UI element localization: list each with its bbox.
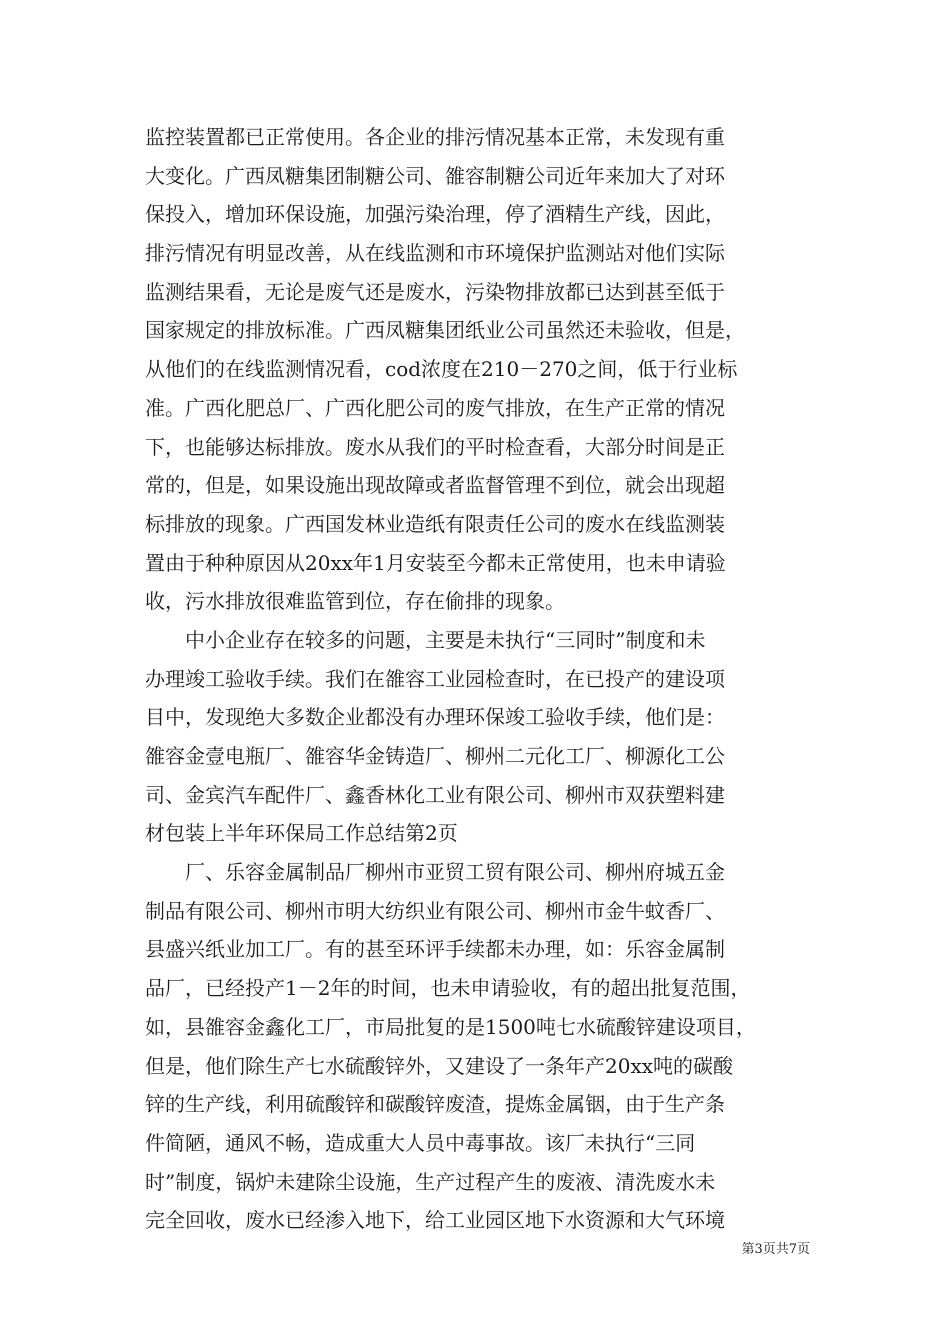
text-line: 大变化。广西凤糖集团制糖公司、雒容制糖公司近年来加大了对环 (145, 163, 725, 188)
text-line: 保投入，增加环保设施，加强污染治理，停了酒精生产线，因此， (145, 202, 725, 227)
text-line: 标排放的现象。广西国发林业造纸有限责任公司的废水在线监测装 (145, 511, 725, 536)
text-line: 县盛兴纸业加工厂。有的甚至环评手续都未办理，如：乐容金属制 (145, 937, 725, 962)
text-line: 国家规定的排放标准。广西凤糖集团纸业公司虽然还未验收，但是， (145, 318, 745, 343)
text-line: 时”制度，锅炉未建除尘设施，生产过程产生的废液、清洗废水未 (145, 1169, 716, 1194)
text-line: 常的，但是，如果设施出现故障或者监督管理不到位，就会出现超 (145, 473, 725, 498)
text-line: 置由于种种原因从20xx年1月安装至今都未正常使用，也未申请验 (145, 550, 726, 575)
text-line: 品厂，已经投产1－2年的时间，也未申请验收，有的超出批复范围， (145, 976, 751, 1001)
text-line: 件简陋，通风不畅，造成重大人员中毒事故。该厂未执行“三同 (145, 1130, 696, 1155)
text-line: 从他们的在线监测情况看，cod浓度在210－270之间，低于行业标 (145, 357, 738, 382)
text-line: 司、金宾汽车配件厂、鑫香林化工业有限公司、柳州市双获塑料建 (145, 782, 725, 807)
text-line: 制品有限公司、柳州市明大纺织业有限公司、柳州市金牛蚊香厂、 (145, 898, 725, 923)
page-number: 第3页共7页 (741, 1242, 810, 1257)
text-line: 下，也能够达标排放。废水从我们的平时检查看，大部分时间是正 (145, 434, 725, 459)
text-line: 但是，他们除生产七水硫酸锌外，又建设了一条年产20xx吨的碳酸 (145, 1053, 734, 1078)
text-line: 材包装上半年环保局工作总结第2页 (145, 821, 458, 846)
text-line: 锌的生产线，利用硫酸锌和碳酸锌废渣，提炼金属铟，由于生产条 (145, 1092, 725, 1117)
text-line: 目中，发现绝大多数企业都没有办理环保竣工验收手续，他们是： (145, 705, 725, 730)
text-line: 排污情况有明显改善，从在线监测和市环境保护监测站对他们实际 (145, 241, 725, 266)
text-line: 厂、乐容金属制品厂柳州市亚贸工贸有限公司、柳州府城五金 (145, 860, 725, 885)
text-line: 监控装置都已正常使用。各企业的排污情况基本正常，未发现有重 (145, 125, 725, 149)
text-line: 收，污水排放很难监管到位，存在偷排的现象。 (145, 589, 565, 614)
body-text (145, 118, 810, 1240)
text-line: 办理竣工验收手续。我们在雒容工业园检查时，在已投产的建设项 (145, 666, 725, 691)
text-line: 雒容金壹电瓶厂、雒容华金铸造厂、柳州二元化工厂、柳源化工公 (145, 744, 725, 768)
text-line: 如，县雒容金鑫化工厂，市局批复的是1500吨七水硫酸锌建设项目， (145, 1014, 756, 1039)
text-line: 中小企业存在较多的问题，主要是未执行“三同时”制度和未 (145, 627, 706, 652)
text-line: 准。广西化肥总厂、广西化肥公司的废气排放，在生产正常的情况 (145, 395, 725, 420)
text-line: 完全回收，废水已经渗入地下，给工业园区地下水资源和大气环境 (145, 1208, 725, 1233)
text-line: 监测结果看，无论是废气还是废水，污染物排放都已达到甚至低于 (145, 279, 725, 304)
